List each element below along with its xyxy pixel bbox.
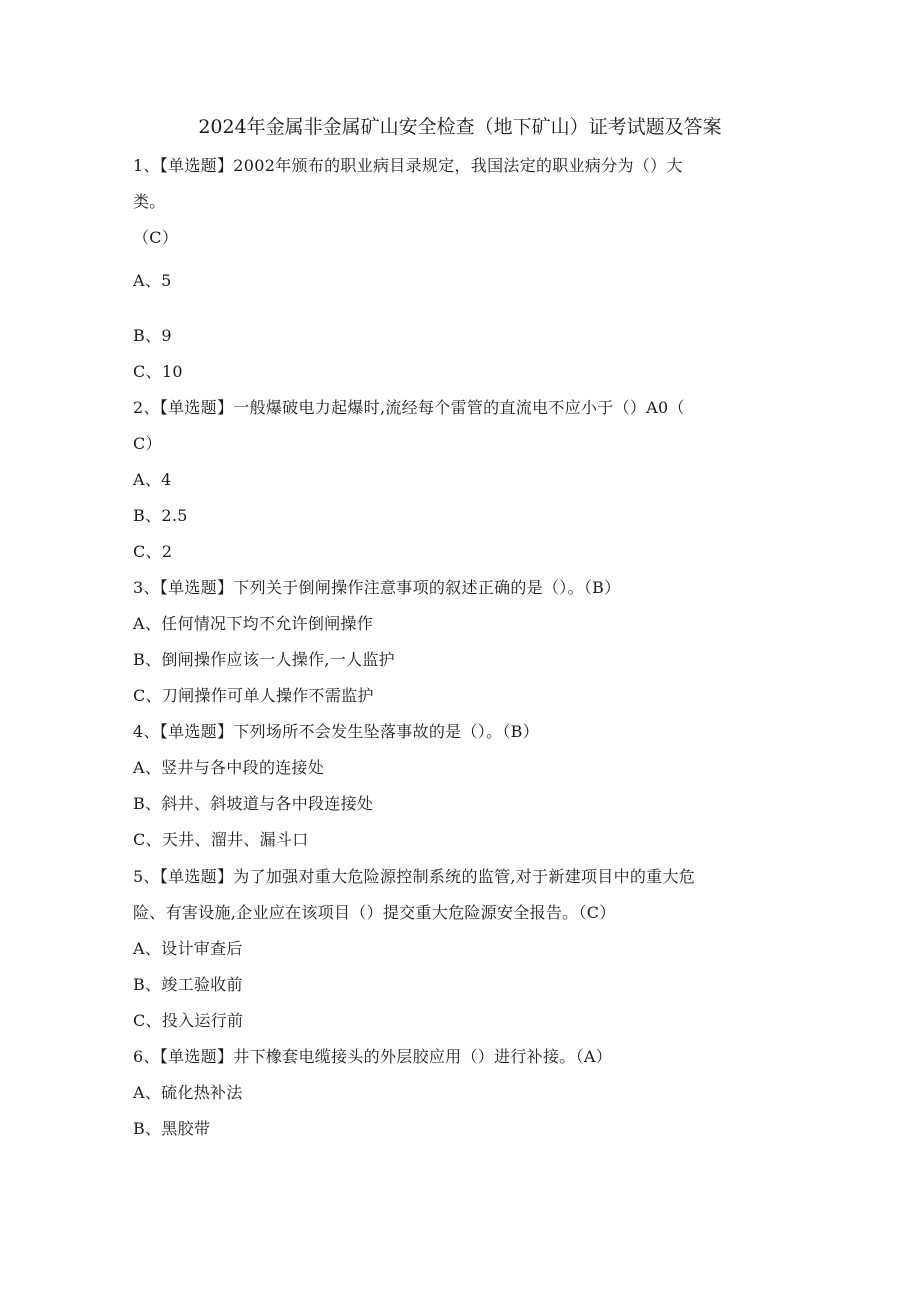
- question-5-option-b: B、竣工验收前: [133, 975, 243, 994]
- question-3-option-b: B、倒闸操作应该一人操作,一人监护: [133, 650, 395, 669]
- question-1-option-b: B、9: [133, 326, 172, 345]
- question-4-option-b: B、斜井、斜坡道与各中段连接处: [133, 794, 374, 813]
- question-2-option-c: C、2: [133, 542, 173, 561]
- question-1-option-a: A、5: [133, 271, 172, 290]
- question-4-stem: 4、【单选题】下列场所不会发生坠落事故的是（）。（B）: [133, 722, 540, 741]
- question-2-stem-cont: C）: [133, 434, 162, 453]
- question-2-option-b: B、2.5: [133, 506, 188, 525]
- question-1-option-c: C、10: [133, 362, 183, 381]
- question-1-stem: 1、【单选题】2002年颁布的职业病目录规定，我国法定的职业病分为（）大: [133, 156, 683, 175]
- question-2-stem: 2、【单选题】一般爆破电力起爆时,流经每个雷管的直流电不应小于（）A0（: [133, 398, 685, 417]
- question-3-option-c: C、刀闸操作可单人操作不需监护: [133, 686, 374, 705]
- question-3-stem: 3、【单选题】下列关于倒闸操作注意事项的叙述正确的是（）。（B）: [133, 578, 621, 597]
- question-2-option-a: A、4: [133, 470, 172, 489]
- question-4-option-a: A、竖井与各中段的连接处: [133, 758, 325, 777]
- question-3-option-a: A、任何情况下均不允许倒闸操作: [133, 614, 374, 633]
- question-6-option-a: A、硫化热补法: [133, 1083, 243, 1102]
- document-title: 2024年金属非金属矿山安全检查（地下矿山）证考试题及答案: [198, 116, 722, 138]
- question-5-option-a: A、设计审查后: [133, 939, 243, 958]
- question-6-option-b: B、黑胶带: [133, 1119, 211, 1138]
- question-1-stem-cont: 类。: [133, 192, 166, 211]
- question-4-option-c: C、天井、溜井、漏斗口: [133, 830, 309, 849]
- question-1-answer: （C）: [133, 228, 179, 247]
- question-5-stem-cont: 险、有害设施,企业应在该项目（）提交重大危险源安全报告。（C）: [133, 903, 616, 922]
- question-5-option-c: C、投入运行前: [133, 1011, 244, 1030]
- question-5-stem: 5、【单选题】为了加强对重大危险源控制系统的监管,对于新建项目中的重大危: [133, 867, 696, 886]
- question-6-stem: 6、【单选题】井下橡套电缆接头的外层胶应用（）进行补接。（A）: [133, 1047, 613, 1066]
